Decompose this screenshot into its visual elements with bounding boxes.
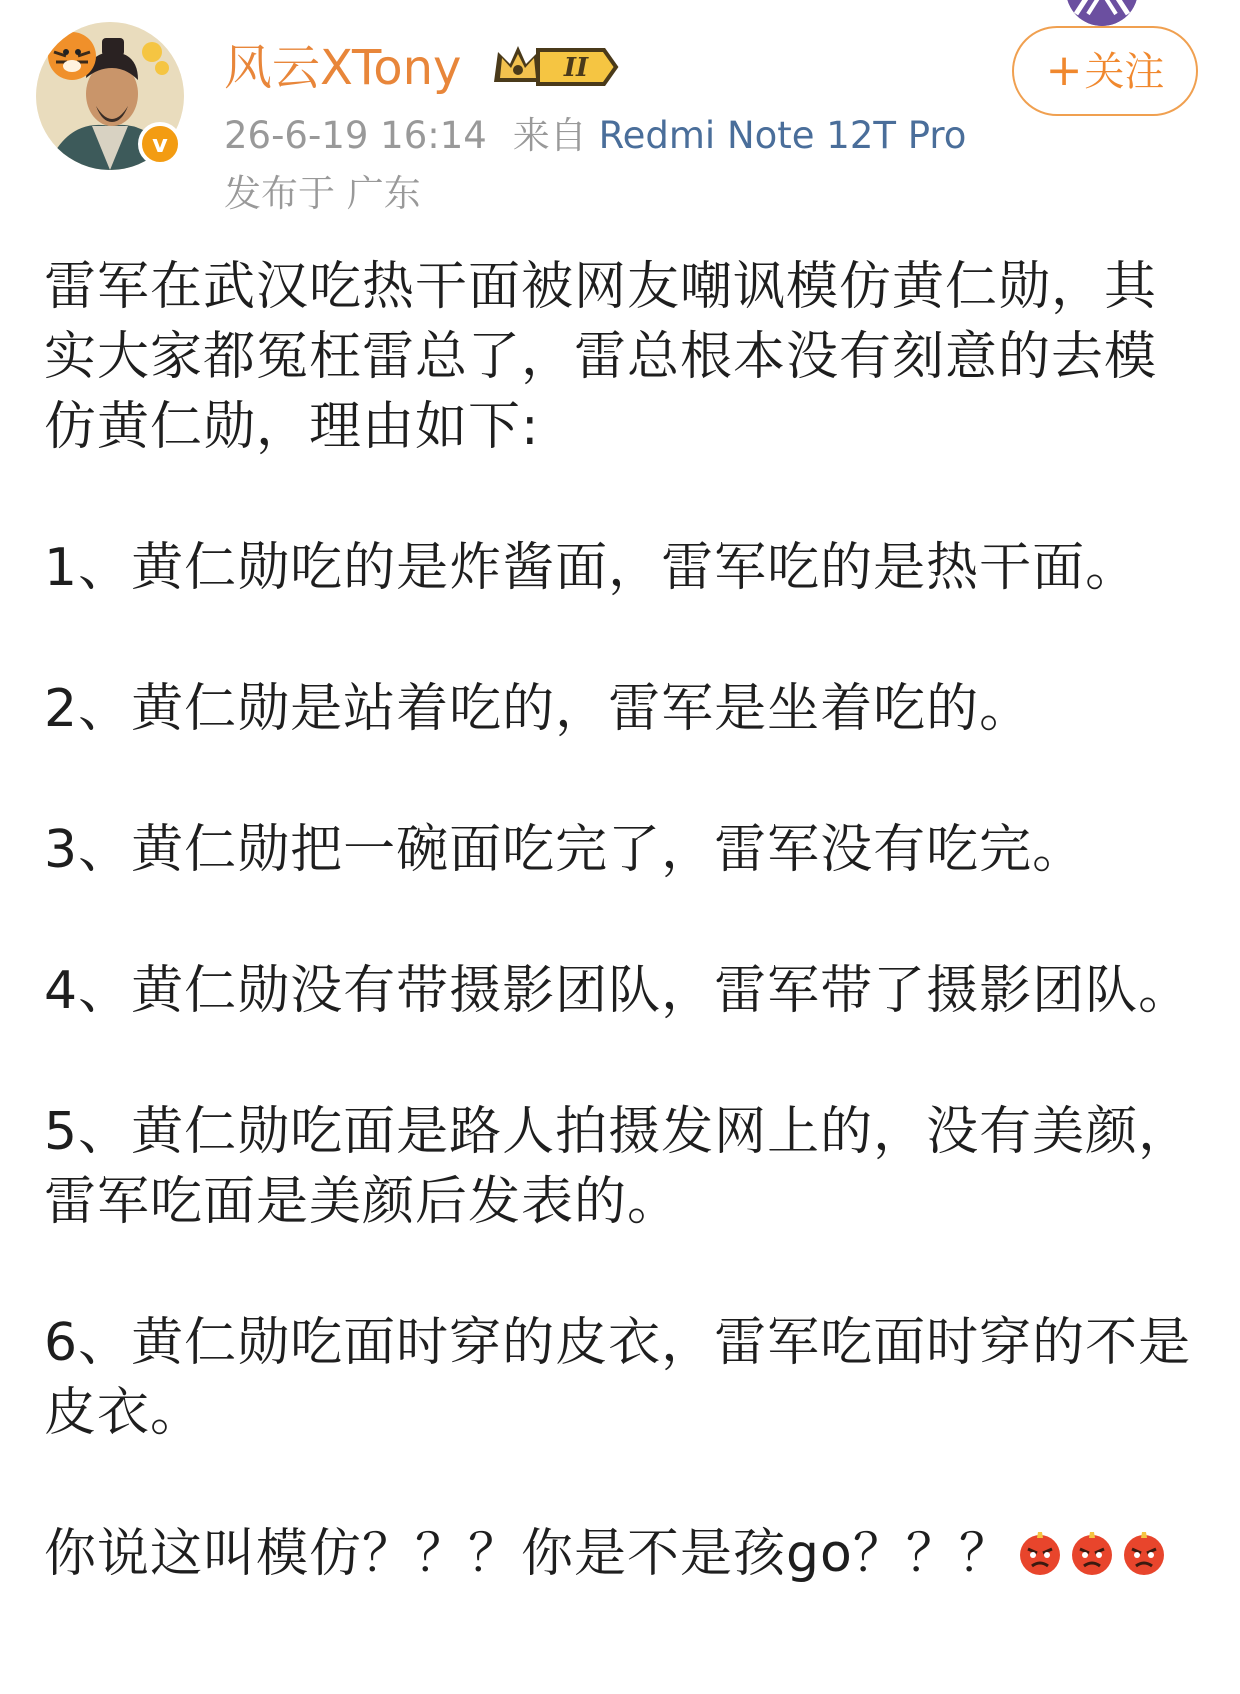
level-badge-text: II bbox=[563, 53, 589, 83]
post-meta bbox=[224, 112, 966, 160]
angry-face-icon bbox=[1068, 1529, 1116, 1577]
author-name[interactable]: 风云XTony bbox=[224, 40, 462, 96]
post-paragraph-text: 你说这叫模仿？？？你是不是孩go？？？ bbox=[44, 1524, 1012, 1584]
post-paragraph: 4、黄仁勋没有带摄影团队，雷军带了摄影团队。 bbox=[44, 961, 1192, 1021]
post-location: 发布于 广东 bbox=[224, 172, 421, 215]
post-content bbox=[44, 252, 1204, 1589]
crown-level-badge-icon[interactable] bbox=[492, 42, 622, 92]
angry-face-icon bbox=[1120, 1529, 1168, 1577]
plus-icon: + bbox=[1045, 45, 1083, 96]
post-paragraph: 2、黄仁勋是站着吃的，雷军是坐着吃的。 bbox=[44, 679, 1033, 739]
verified-badge-icon: v bbox=[138, 122, 182, 166]
partial-avatar-icon bbox=[1066, 0, 1138, 26]
post-header bbox=[0, 0, 1240, 240]
post-last-paragraph bbox=[44, 1519, 1204, 1589]
follow-button-label: 关注 bbox=[1084, 49, 1165, 95]
post-timestamp: 26-6-19 16:14 bbox=[224, 114, 487, 157]
follow-button[interactable] bbox=[1012, 26, 1198, 116]
post-paragraph: 5、黄仁勋吃面是路人拍摄发网上的，没有美颜，雷军吃面是美颜后发表的。 bbox=[44, 1102, 1192, 1232]
post-paragraph: 1、黄仁勋吃的是炸酱面，雷军吃的是热干面。 bbox=[44, 538, 1139, 598]
angry-face-icon bbox=[1016, 1529, 1064, 1577]
source-prefix: 来自 bbox=[512, 114, 587, 157]
source-device-link[interactable]: Redmi Note 12T Pro bbox=[598, 114, 967, 157]
post-paragraph: 雷军在武汉吃热干面被网友嘲讽模仿黄仁勋，其实大家都冤枉雷总了，雷总根本没有刻意的去模仿黄仁勋，理由如下: bbox=[44, 257, 1158, 457]
post-paragraph: 6、黄仁勋吃面时穿的皮衣，雷军吃面时穿的不是皮衣。 bbox=[44, 1313, 1192, 1443]
post-paragraph: 3、黄仁勋把一碗面吃完了，雷军没有吃完。 bbox=[44, 820, 1086, 880]
angry-emoji-group bbox=[1012, 1524, 1168, 1584]
